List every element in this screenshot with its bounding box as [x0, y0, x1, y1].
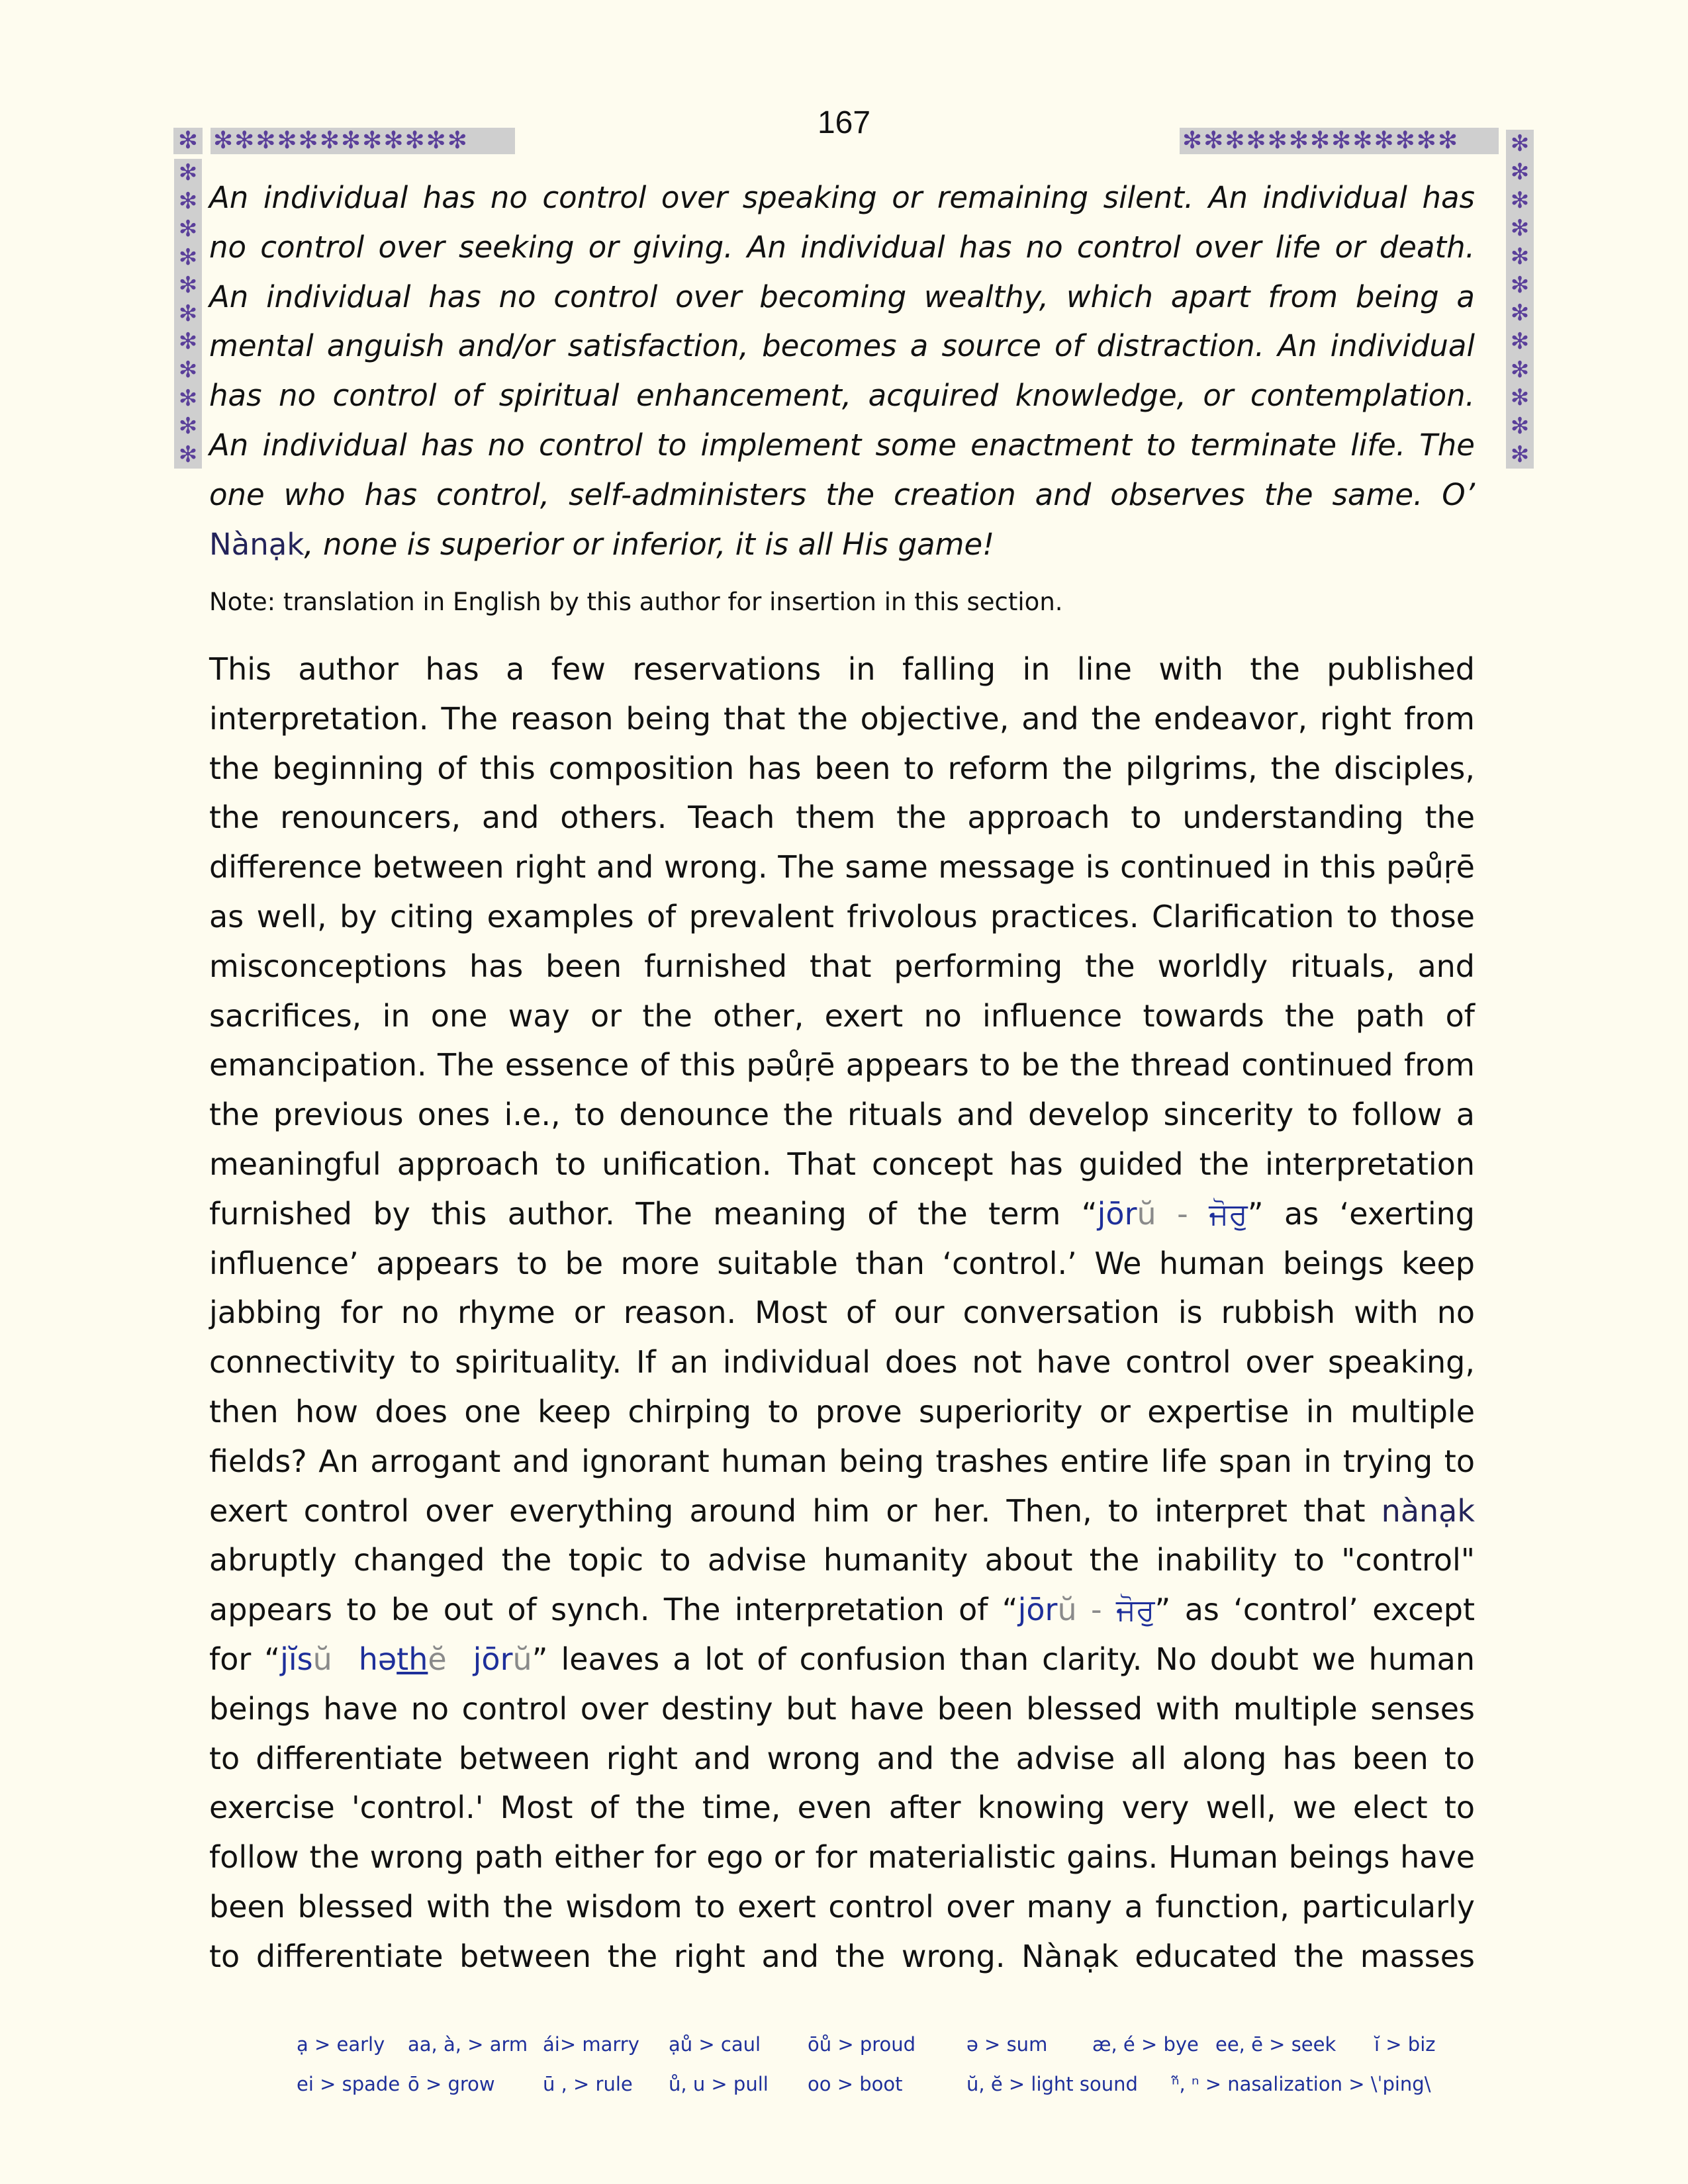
flower-icon: ✻: [178, 328, 198, 355]
translation-line: [209, 520, 1475, 570]
flower-icon: ✻: [178, 356, 198, 383]
flower-icon: ✻: [1510, 356, 1530, 383]
flower-icon: ✻: [1510, 215, 1530, 242]
flower-icon: ✻: [178, 413, 198, 440]
body-line: as well, by citing examples of prevalent frivolous practices. Clarification to those: [209, 898, 1475, 934]
body-line: sacrifices, in one way or the other, exert no influence towards the path of: [209, 997, 1475, 1034]
legend-item: ĭ > biz: [1374, 2033, 1436, 2056]
body-line: the renouncers, and others. Teach them the approach to understanding the: [209, 799, 1475, 836]
term-jisu: jĭs: [280, 1641, 313, 1677]
body-text-segment: furnished by this author. The meaning of the term “: [209, 1195, 1098, 1232]
legend-item: ō > grow: [408, 2073, 495, 2095]
body-line: the previous ones i.e., to denounce the rituals and develop sincerity to follow a: [209, 1097, 1475, 1133]
translation-line: An individual has no control over becoming wealthy, which apart from being a: [209, 279, 1475, 314]
body-line: influence’ appears to be more suitable than ‘control.’ We human beings keep: [209, 1245, 1475, 1281]
border-corner-ornament: ✻: [173, 128, 203, 154]
term-joru: jōr: [1017, 1592, 1058, 1628]
flower-icon: ✻: [1510, 328, 1530, 355]
legend-item: ū , > rule: [543, 2073, 633, 2095]
term-joru: jōr: [1097, 1195, 1137, 1232]
translation-line: no control over seeking or giving. An individual has no control over life or death.: [209, 229, 1475, 265]
body-line: jabbing for no rhyme or reason. Most of our conversation is rubbish with no: [209, 1295, 1475, 1331]
translation-line-rest: , none is superior or inferior, it is all His game!: [304, 526, 995, 562]
body-line: emancipation. The essence of this pəůṛē appears to be the thread continued from: [209, 1047, 1475, 1083]
body-text-segment: exert control over everything around him or her. Then, to interpret that: [209, 1492, 1382, 1529]
legend-item: ạů > caul: [669, 2033, 761, 2056]
term-joru-gurmukhi: ਜੋਰੁ: [1209, 1195, 1248, 1232]
body-line: abruptly changed the topic to advise humanity about the inability to "control": [209, 1542, 1475, 1578]
legend-item: ái> marry: [543, 2033, 639, 2056]
term-separator: -: [1156, 1195, 1209, 1232]
translation-line: An individual has no control to implement some enactment to terminate life. The: [209, 427, 1475, 463]
body-text-segment: for “: [209, 1641, 281, 1677]
flower-icon: ✻: [178, 187, 198, 214]
term-hathe: hə: [332, 1641, 397, 1677]
border-right-column: [1506, 130, 1534, 469]
translation-paragraph: [209, 173, 1475, 569]
body-line: This author has a few reservations in falling in line with the published: [209, 651, 1475, 687]
body-line: [209, 1189, 1475, 1239]
term-separator: -: [1076, 1592, 1116, 1628]
flower-icon: ✻: [178, 441, 198, 468]
legend-item: ạ > early: [297, 2033, 385, 2056]
body-line: to differentiate between right and wrong and the advise all along has been to: [209, 1740, 1475, 1776]
body-line: then how does one keep chirping to prove superiority or expertise in multiple: [209, 1393, 1475, 1430]
legend-item: ei > spade: [297, 2073, 400, 2095]
translation-note: Note: translation in English by this author for insertion in this section.: [209, 588, 1063, 616]
term-joru: jōr: [446, 1641, 513, 1677]
body-line: been blessed with the wisdom to exert control over many a function, particularly: [209, 1888, 1475, 1925]
translation-line: has no control of spiritual enhancement, acquired knowledge, or contemplation.: [209, 378, 1475, 414]
flower-icon: ✻: [178, 300, 198, 327]
body-text-segment: ” as ‘exerting: [1247, 1195, 1475, 1232]
term-joru-accent: ŭ: [1057, 1592, 1077, 1628]
body-line: difference between right and wrong. The same message is continued in this pəůṛē: [209, 849, 1475, 886]
body-line: [209, 1635, 1475, 1684]
legend-item: ů, u > pull: [669, 2073, 769, 2095]
legend-item: ə > sum: [966, 2033, 1048, 2056]
term-hathe-th: th: [397, 1641, 428, 1677]
flower-icon: ✻: [178, 216, 198, 243]
term-joru-accent: ŭ: [512, 1641, 532, 1677]
term-joru-accent: ŭ: [1137, 1195, 1156, 1232]
term-hathe-accent: ĕ: [428, 1641, 447, 1677]
body-text-segment: appears to be out of synch. The interpretation of “: [209, 1592, 1018, 1628]
body-line: the beginning of this composition has been to reform the pilgrims, the disciples,: [209, 750, 1475, 786]
legend-item: ee, ē > seek: [1215, 2033, 1336, 2056]
body-line: beings have no control over destiny but have been blessed with multiple senses: [209, 1690, 1475, 1727]
legend-item: ōů > proud: [808, 2033, 916, 2056]
legend-item: oo > boot: [808, 2073, 903, 2095]
body-line: misconceptions has been furnished that performing the worldly rituals, and: [209, 948, 1475, 984]
body-line: follow the wrong path either for ego or for materialistic gains. Human beings have: [209, 1839, 1475, 1876]
body-line: [209, 1585, 1475, 1635]
body-line: interpretation. The reason being that the objective, and the endeavor, right from: [209, 700, 1475, 737]
flower-icon: ✻: [178, 385, 198, 412]
flower-icon: ✻: [1510, 412, 1530, 439]
body-paragraph: [209, 645, 1475, 1981]
border-top-left-ornament: ✻✻✻✻✻✻✻✻✻✻✻✻: [211, 128, 515, 154]
name-nanak: nànạk: [1381, 1492, 1475, 1529]
legend-item: æ, é > bye: [1092, 2033, 1199, 2056]
legend-item: aa, à, > arm: [408, 2033, 528, 2056]
translation-line: one who has control, self-administers the creation and observes the same. O’: [209, 477, 1475, 512]
flower-icon: ✻: [178, 159, 198, 187]
translation-line: mental anguish and/or satisfaction, becomes a source of distraction. An individual: [209, 328, 1475, 364]
legend-item: ŭ, ĕ > light sound: [966, 2073, 1138, 2095]
flower-icon: ✻: [1510, 243, 1530, 270]
name-nanak: Nànạk: [209, 526, 305, 562]
body-text-segment: ” as ‘control’ except: [1154, 1592, 1476, 1628]
flower-icon: ✻: [1510, 271, 1530, 298]
flower-icon: ✻: [1510, 441, 1530, 468]
term-joru-gurmukhi: ਜੋਰੁ: [1115, 1592, 1155, 1628]
flower-icon: ✻: [178, 244, 198, 271]
flower-icon: ✻: [1510, 385, 1530, 412]
border-top-right-ornament: ✻✻✻✻✻✻✻✻✻✻✻✻✻: [1180, 128, 1499, 154]
body-line: connectivity to spirituality. If an individual does not have control over speaking,: [209, 1344, 1475, 1381]
flower-icon: ✻: [1510, 158, 1530, 185]
page-number: 167: [817, 105, 871, 140]
body-line: to differentiate between the right and the wrong. Nànạk educated the masses: [209, 1938, 1475, 1974]
translation-line: An individual has no control over speaking or remaining silent. An individual has: [209, 180, 1475, 215]
border-left-column: [174, 159, 202, 469]
flower-icon: ✻: [1510, 300, 1530, 327]
body-text-segment: ” leaves a lot of confusion than clarity. No doubt we human: [532, 1641, 1475, 1677]
flower-icon: ✻: [1510, 130, 1530, 158]
legend-item: ⁿ̃, ⁿ > nasalization > \ˈping\: [1172, 2073, 1431, 2095]
body-line: exercise 'control.' Most of the time, even after knowing very well, we elect to: [209, 1790, 1475, 1826]
body-line: meaningful approach to unification. That concept has guided the interpretation: [209, 1146, 1475, 1182]
flower-icon: ✻: [1510, 187, 1530, 214]
body-line: [209, 1486, 1475, 1536]
body-line: fields? An arrogant and ignorant human being trashes entire life span in trying to: [209, 1443, 1475, 1479]
term-jisu-accent: ŭ: [312, 1641, 332, 1677]
flower-icon: ✻: [178, 272, 198, 299]
